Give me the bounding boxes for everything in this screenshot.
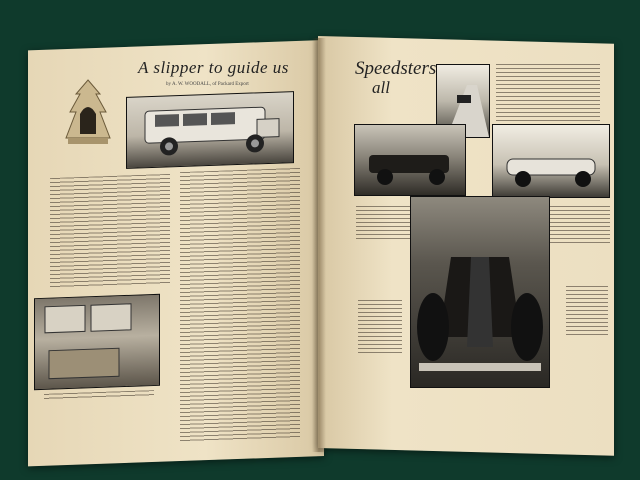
ornament-illustration [60,78,116,158]
car-photo-left-top [126,91,294,169]
left-byline: by A. W. WOODALL, of Packard Export [166,82,249,87]
right-headline-line1: Speedsters [355,58,437,79]
right-caption-right [548,206,610,246]
left-headline: A slipper to guide us [138,58,289,77]
car-interior-photo [34,294,160,390]
left-article-column-1 [50,174,170,288]
right-caption-bottom-right [566,286,608,336]
right-headline-line2: all [372,78,390,97]
left-article-column-2 [180,168,300,442]
sedan-car-icon [127,92,293,168]
speedster-photo-front [410,196,550,388]
right-caption-bottom-left [358,300,402,356]
roadster-photo-right [492,124,610,198]
right-intro-text [496,64,600,124]
roadster-photo-left [354,124,466,196]
page-gutter [312,38,326,452]
